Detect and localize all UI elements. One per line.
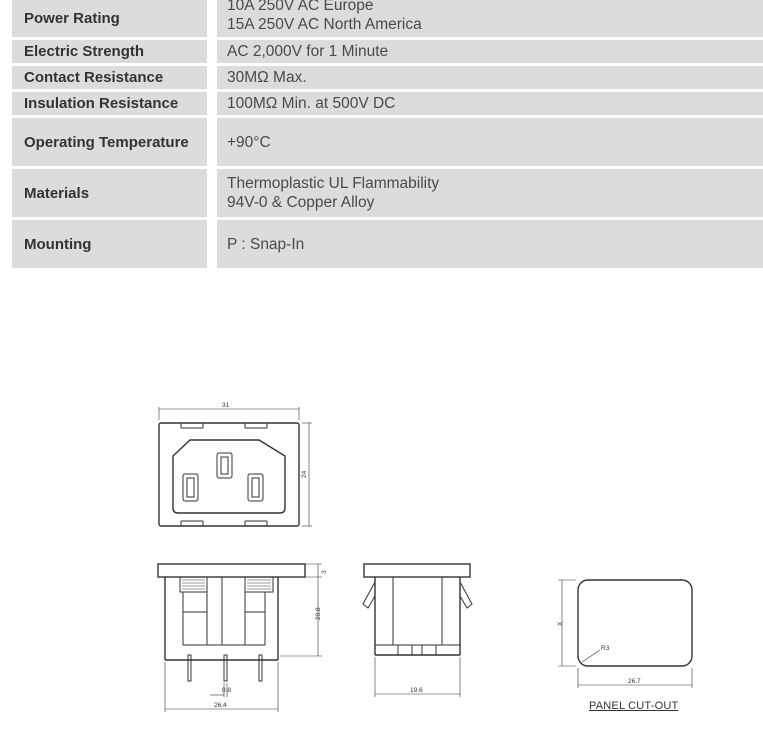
- spec-row-insulation-resistance: [12, 92, 763, 115]
- dim-label: 26.4: [214, 702, 227, 709]
- spec-value: [217, 0, 763, 37]
- spec-value-line: P : Snap-In: [227, 235, 305, 253]
- spec-label: Mounting: [12, 220, 207, 268]
- spec-label: Power Rating: [12, 0, 207, 37]
- panel-cutout: [558, 580, 692, 688]
- dim-label: 31: [222, 402, 230, 409]
- spec-row-materials: [12, 169, 763, 217]
- spec-value-line: 15A 250V AC North America: [227, 16, 422, 33]
- dim-label: 0.8: [222, 687, 232, 694]
- spec-row-contact-resistance: [12, 66, 763, 89]
- dim-label: X: [557, 621, 564, 626]
- dim-label: R3: [601, 645, 610, 652]
- spec-value-line: 30MΩ Max.: [227, 69, 307, 86]
- spec-value-line: AC 2,000V for 1 Minute: [227, 43, 389, 60]
- spec-row-power-rating: [12, 0, 763, 37]
- spec-label: Contact Resistance: [12, 66, 207, 89]
- dim-label: 20.8: [315, 607, 322, 620]
- side-view-right: [363, 564, 472, 697]
- spec-label: Materials: [12, 169, 207, 217]
- side-view-left: [158, 564, 322, 712]
- spec-row-operating-temperature: [12, 118, 763, 166]
- spec-label: Operating Temperature: [12, 118, 207, 166]
- spec-label: Electric Strength: [12, 40, 207, 63]
- spec-label: Insulation Resistance: [12, 92, 207, 115]
- front-view: [159, 407, 312, 526]
- spec-value: [217, 66, 763, 89]
- spec-value-line: 94V-0 & Copper Alloy: [227, 194, 375, 211]
- dim-label: 3: [321, 570, 328, 574]
- spec-value-line: Thermoplastic UL Flammability: [227, 175, 440, 192]
- spec-value: [217, 118, 763, 166]
- spec-value: [217, 220, 763, 268]
- spec-value: [217, 92, 763, 115]
- spec-row-electric-strength: [12, 40, 763, 63]
- spec-value: [217, 40, 763, 63]
- dim-label: 19.6: [410, 687, 423, 694]
- spec-table: [12, 0, 763, 271]
- spec-value-line: +90°C: [227, 133, 271, 151]
- spec-value-line: 10A 250V AC Europe: [227, 0, 374, 14]
- spec-value-line: 100MΩ Min. at 500V DC: [227, 95, 396, 112]
- dim-label: 26.7: [628, 678, 641, 685]
- dim-label: 24: [301, 470, 308, 478]
- spec-row-mounting: [12, 220, 763, 268]
- panel-cutout-caption: PANEL CUT-OUT: [589, 700, 679, 712]
- spec-value: [217, 169, 763, 217]
- dimension-labels: [214, 402, 641, 709]
